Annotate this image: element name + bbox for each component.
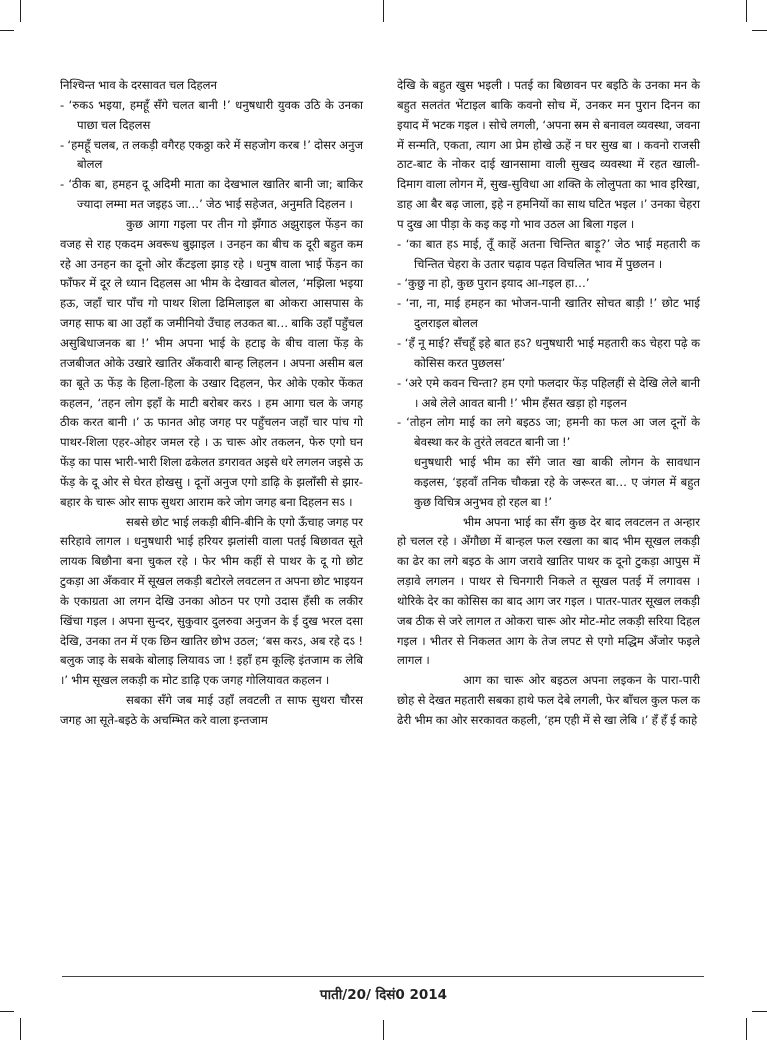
right-text-column xyxy=(397,76,700,731)
crop-mark-bottom-left-h xyxy=(0,1011,14,1012)
crop-mark-top-right-h xyxy=(752,30,767,31)
page-footer: पाती/20/ दिसं0 2014 xyxy=(319,987,448,1003)
paragraph: सबसे छोट भाई लकड़ी बीनि-बीनि के एगो ऊँचाह जगह पर सरिहावे लागल । धनुषधारी भाई हरियर झलांसी वाला पतई बिछावत सूते लायक बिछौना बना चुकल रहे । फेर भीम कहीं से पाथर के दू गो छोट टुकड़ा आ अँकवार में सूखल लकड़ी बटोरले लवटलन त अपना छोट भाइयन के एकाग्रता आ लगन देखि उनका ओठन पर एगो उदास हँसी क लकीर खिंचा गइल । अपना सुन्दर, सुकुवार दुलरुवा अनुजन के ई दुख भरल दसा देखि, उनका तन में एक छिन खातिर छोभ उठल; ‘बस करऽ, अब रहे दऽ ! बलुक जाइ के सबके बोलाइ लियावऽ जा ! इहाँ हम कूल्हि इंतजाम क लेबि ।’ भीम सूखल लकड़ी क मोट डाढ़ि एक जगह गोलियावत कहलन । xyxy=(60,514,363,688)
dialogue-line: - ‘ठीक बा, हमहन दू अदिमी माता का देखभाल खातिर बानी जा; बाकिर ज्यादा लम्मा मत जइहऽ जा…’ जेठ भाई सहेजत, अनुमति दिहलन । xyxy=(60,177,363,212)
dialogue-line: - ‘ना, ना, माई हमहन का भोजन-पानी खातिर सोचत बाड़ी !’ छोट भाई दुलराइल बोलल xyxy=(397,296,700,331)
crop-mark-top-left-h xyxy=(0,30,14,31)
crop-mark-top-right xyxy=(746,0,747,22)
paragraph: भीम अपना भाई का सँग कुछ देर बाद लवटलन त अन्हार हो चलल रहे । अँगौछा में बान्हल फल रखला का बाद भीम सूखल लकड़ी का ढेर का लगे बइठ के आग जरावे खातिर पाथर क दूनो टुकड़ा आपुस में लड़ावे लगलन । पाथर से चिनगारी निकले त सूखल पतई में लगावस । थोरिके देर का कोसिस का बाद आग जर गइल । पातर-पातर सूखल लकड़ी जब ठीक से जरे लागल त ओकरा चारू ओर मोट-मोट लकड़ी सरिया दिहल गइल । भीतर से निकलत आग के तेज लपट से एगो मद्धिम अँजोर फइले लागल । xyxy=(397,514,700,668)
crop-mark-top-left xyxy=(20,0,21,22)
crop-mark-bottom-left xyxy=(20,1018,21,1040)
dialogue-line: - ‘तोहन लोग माई का लगे बइठऽ जा; हमनी का फल आ जल दूनों के बेवस्था कर के तुरंते लवटत बानी जा !’ xyxy=(397,415,700,450)
paragraph: देखि के बहुत खुस भइली । पतई का बिछावन पर बइठि के उनका मन के बहुत सलतंत भेंटाइल बाकि कवनो सोच में, उनकर मन पुरान दिनन का इयाद में भटक गइल । सोचे लगली, ‘अपना स्रम से बनावल व्यवस्था, जवना में सन्मति, एकता, त्याग आ प्रेम होखे ऊहें न घर सुख बा । कवनो राजसी ठाट-बाट के नोकर दाई खानसामा वाली सुखद व्यवस्था में रहत खाली-दिमाग वाला लोगन में, सुख-सुविधा आ शक्ति के लोलुपता का भाव इरिखा, डाह आ बैर बढ़ जाला, इहे न हमनियों का साथ घटित भइल ।’ उनका चेहरा प दुख आ पीड़ा के कइ कइ गो भाव उठल आ बिला गइल । xyxy=(397,78,700,231)
crop-mark-bottom-center xyxy=(383,1020,384,1040)
left-text-column xyxy=(60,76,363,731)
crop-mark-bottom-right xyxy=(746,1018,747,1040)
paragraph: कुछ आगा गइला पर तीन गो झँगाठ अझुराइल फेंड़न का वजह से राह एकदम अवरूध बुझाइल । उनहन का बीच क दूरी बहुत कम रहे आ उनहन का दूनो ओर कँटइला झाड़ रहे । धनुष वाला भाई फेंड़न का फाँफर में दूर ले ध्यान दिहलस आ भीम के देखावत बोलल, ‘मझिला भइया हऊ, जहाँ चार पाँच गो पाथर शिला ढिमिलाइल बा ओकरा आसपास के जगह साफ बा आ उहाँ क जमीनियो उँचाह लउकत बा… बाकि उहाँ पहुँचल असुबिधाजनक बा !’ भीम अपना भाई के हटाइ के बीच वाला फेंड़ के तजबीजत ओके उखारे खातिर अँकवारी बान्ह लिहलन । अपना असीम बल का बूते ऊ फेंड़ के हिला-हिला के उखार दिहलन, फेर ओके एकोर फेंकत कहलन, ‘तहन लोग इहाँ के माटी बरोबर करऽ । हम आगा चल के जगह ठीक करत बानी ।’ ऊ फानत ओह जगह पर पहुँचलन जहाँ चार पांच गो पाथर-शिला एहर-ओहर जमल रहे । ऊ चारू ओर तकलन, फेरु एगो घन फेंड़ का पास भारी-भारी शिला ढकेलत डगरावत अइसे धरे लगलन जइसे ऊ फेंड़ के दू ओर से घेरत होखसु । दूनों अनुज एगो डाढ़ि के झलाँसी से झार-बहार के चारू ओर साफ सुथरा आराम करे जोग जगह बना दिहलन सऽ । xyxy=(60,216,363,509)
paragraph: निश्चिन्त भाव के दरसावत चल दिहलन xyxy=(60,78,217,92)
dialogue-line: - ‘अरे एमे कवन चिन्ता? हम एगो फलदार फेंड़ पहिलहीं से देखि लेले बानी । अबे लेले आवत बानी !’ भीम हँसत खड़ा हो गइलन xyxy=(397,375,700,410)
dialogue-line: - ‘कुछु ना हो, कुछ पुरान इयाद आ-गइल हा…’ xyxy=(397,276,590,291)
footer-rule xyxy=(62,976,704,977)
dialogue-line: - ‘रुकऽ भइया, हमहूँ सँगे चलत बानी !’ धनुषधारी युवक उठि के उनका पाछा चल दिहलस xyxy=(60,97,363,132)
paragraph: आग का चारू ओर बइठल अपना लइकन के पारा-पारी छोह से देखत महतारी सबका हाथे फल देबे लगली, फेर बाँचल कुल फल क ढेरी भीम का ओर सरकावत कहली, ‘हम एही में से खा लेबि ।’ हँ हँ ई काहे xyxy=(397,673,700,727)
paragraph: सबका सँगे जब माई उहाँ लवटली त साफ सुथरा चौरस जगह आ सूते-बइठे के अचम्भित करे वाला इन्तजाम xyxy=(60,693,363,727)
dialogue-line: - ‘हमहूँ चलब, त लकड़ी वगैरह एकठ्ठा करे में सहजोग करब !’ दोसर अनुज बोलल xyxy=(60,137,363,172)
crop-mark-bottom-right-h xyxy=(752,1011,767,1012)
dialogue-line: - ‘हँ नू माई? सँचहूँ इहे बात हऽ? धनुषधारी भाई महतारी कऽ चेहरा पढ़े क कोसिस करत पुछलस’ xyxy=(397,335,700,370)
dialogue-line: - ‘का बात हऽ माई, तूँ काहें अतना चिन्तित बाड़ू?’ जेठ भाई महतारी क चिन्तित चेहरा के उतार चढ़ाव पढ़त विचलित भाव में पुछलन । xyxy=(397,236,700,271)
paragraph: धनुषधारी भाई भीम का सँगे जात खा बाकी लोगन के सावधान कइलस, ‘इहवाँ तनिक चौकन्ना रहे के जरूरत बा… ए जंगल में बहुत कुछ विचित्र अनुभव हो रहल बा !’ xyxy=(414,455,700,509)
crop-mark-top-center xyxy=(383,0,384,22)
